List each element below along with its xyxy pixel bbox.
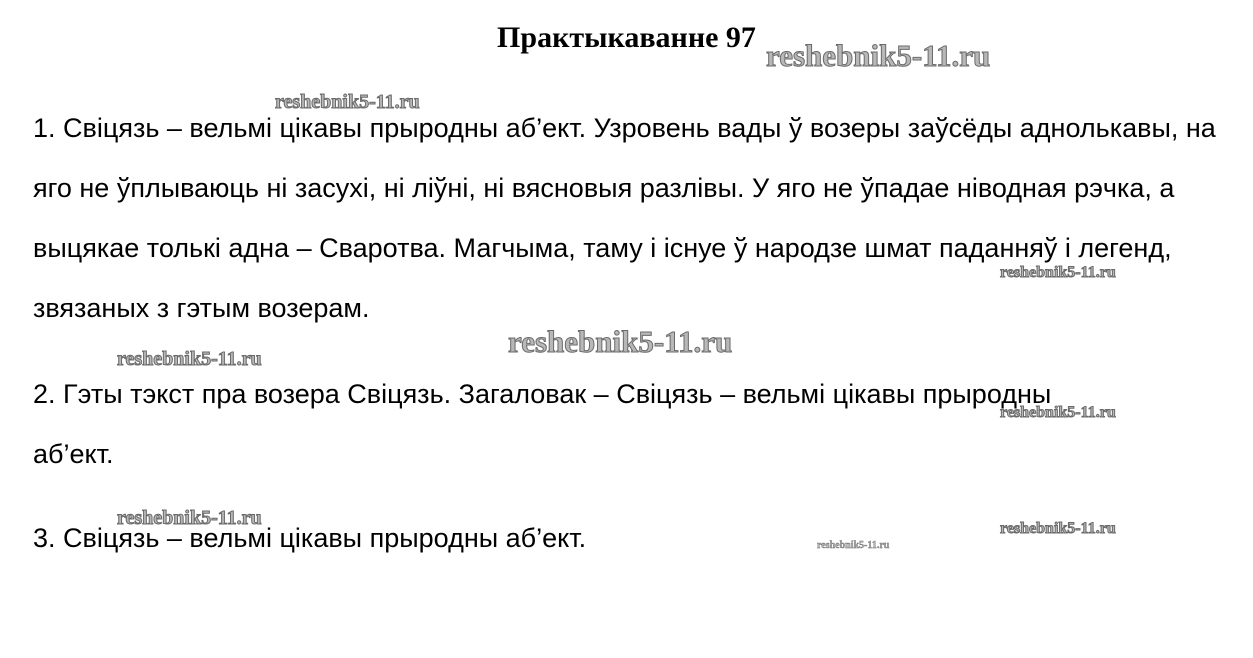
watermark-logo: reshebnik5-11.ru xyxy=(117,348,262,370)
paragraph-1: 1. Свіцязь – вельмі цікавы прыродны аб’ект. Узровень вады ў возеры заўсёды аднолькавы, на яго не ўплываюць ні засухі, ні ліўні, ні вясновыя разлівы. У яго не ўпадае ніводная рэчка, а выцякае толькі адна – Сваротва. Магчыма, таму і існуе ў народзе шмат паданняў і легенд, звязаных з гэтым возерам. xyxy=(33,113,1216,323)
watermark-logo: reshebnik5-11.ru xyxy=(1000,404,1116,421)
watermark-logo: reshebnik5-11.ru xyxy=(117,507,262,529)
page-title: Практыкаванне 97 xyxy=(497,21,756,54)
watermark-logo: reshebnik5-11.ru xyxy=(1000,264,1116,281)
watermark-logo: reshebnik5-11.ru xyxy=(275,91,420,113)
paragraph-2: 2. Гэты тэкст пра возера Свіцязь. Загаловак – Свіцязь – вельмі цікавы прыродны аб’ект. xyxy=(33,379,1052,469)
watermark-logo: reshebnik5-11.ru xyxy=(508,324,733,359)
watermark-logo: reshebnik5-11.ru xyxy=(817,540,890,551)
watermark-logo: reshebnik5-11.ru xyxy=(1000,520,1116,537)
paragraph-3: 3. Свіцязь – вельмі цікавы прыродны аб’ект. xyxy=(33,523,587,553)
watermark-logo: reshebnik5-11.ru xyxy=(766,38,991,73)
